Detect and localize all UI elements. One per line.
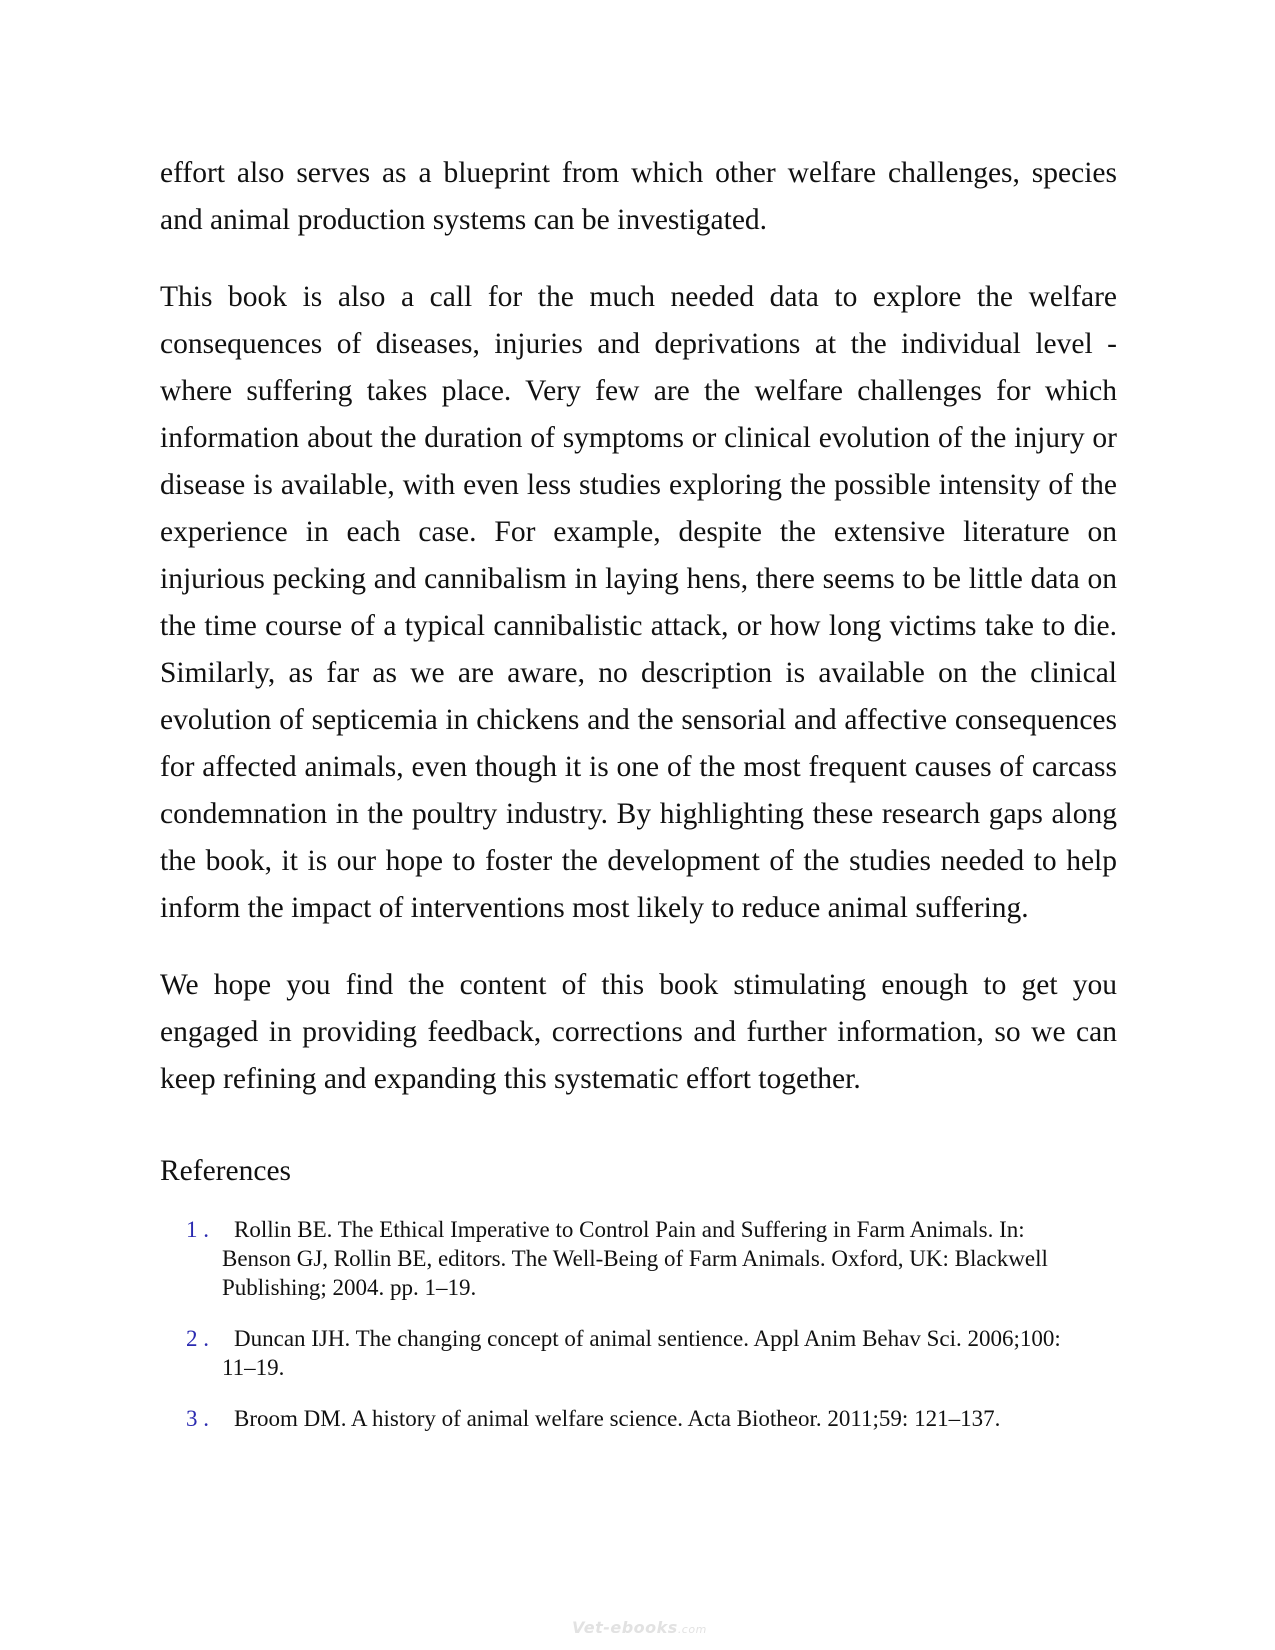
watermark-suffix: .com: [677, 1623, 707, 1636]
reference-text: Rollin BE. The Ethical Imperative to Control Pain and Suffering in Farm Animals. In: Benson GJ, Rollin BE, editors. The Well-Being of Farm Animals. Oxford, UK: Blackwell Publishing; 2004. pp. 1–19.: [222, 1217, 1048, 1300]
reference-text: Broom DM. A history of animal welfare science. Acta Biotheor. 2011;59: 121–137.: [234, 1406, 1001, 1431]
reference-item: [160, 1324, 1117, 1382]
reference-item: [160, 1404, 1117, 1433]
reference-number-link[interactable]: 2 .: [186, 1326, 209, 1351]
reference-number-link[interactable]: 1 .: [186, 1217, 209, 1242]
reference-item: [160, 1215, 1117, 1302]
reference-list: [160, 1215, 1117, 1433]
body-paragraph: We hope you find the content of this book stimulating enough to get you engaged in providing feedback, corrections and further information, so we can keep refining and expanding this systematic effort together.: [160, 969, 1117, 1095]
watermark-text: Vet-ebooks: [572, 1618, 678, 1637]
reference-number-link[interactable]: 3 .: [186, 1406, 209, 1431]
body-paragraph: effort also serves as a blueprint from which other welfare challenges, species and animal production systems can be investigated.: [160, 157, 1117, 236]
reference-text: Duncan IJH. The changing concept of animal sentience. Appl Anim Behav Sci. 2006;100: 11–19.: [222, 1326, 1061, 1380]
body-paragraph: This book is also a call for the much needed data to explore the welfare consequences of diseases, injuries and deprivations at the individual level - where suffering takes place. Very few are the welfare challenges for which information about the duration of symptoms or clinical evolution of the injury or disease is available, with even less studies exploring the possible intensity of the experience in each case. For example, despite the extensive literature on injurious pecking and cannibalism in laying hens, there seems to be little data on the time course of a typical cannibalistic attack, or how long victims take to die. Similarly, as far as we are aware, no description is available on the clinical evolution of septicemia in chickens and the sensorial and affective consequences for affected animals, even though it is one of the most frequent causes of carcass condemnation in the poultry industry. By highlighting these research gaps along the book, it is our hope to foster the development of the studies needed to help inform the impact of interventions most likely to reduce animal suffering.: [160, 281, 1117, 924]
page-content: [160, 150, 1117, 1455]
references-heading: References: [160, 1155, 292, 1187]
watermark-logo: [572, 1618, 707, 1637]
